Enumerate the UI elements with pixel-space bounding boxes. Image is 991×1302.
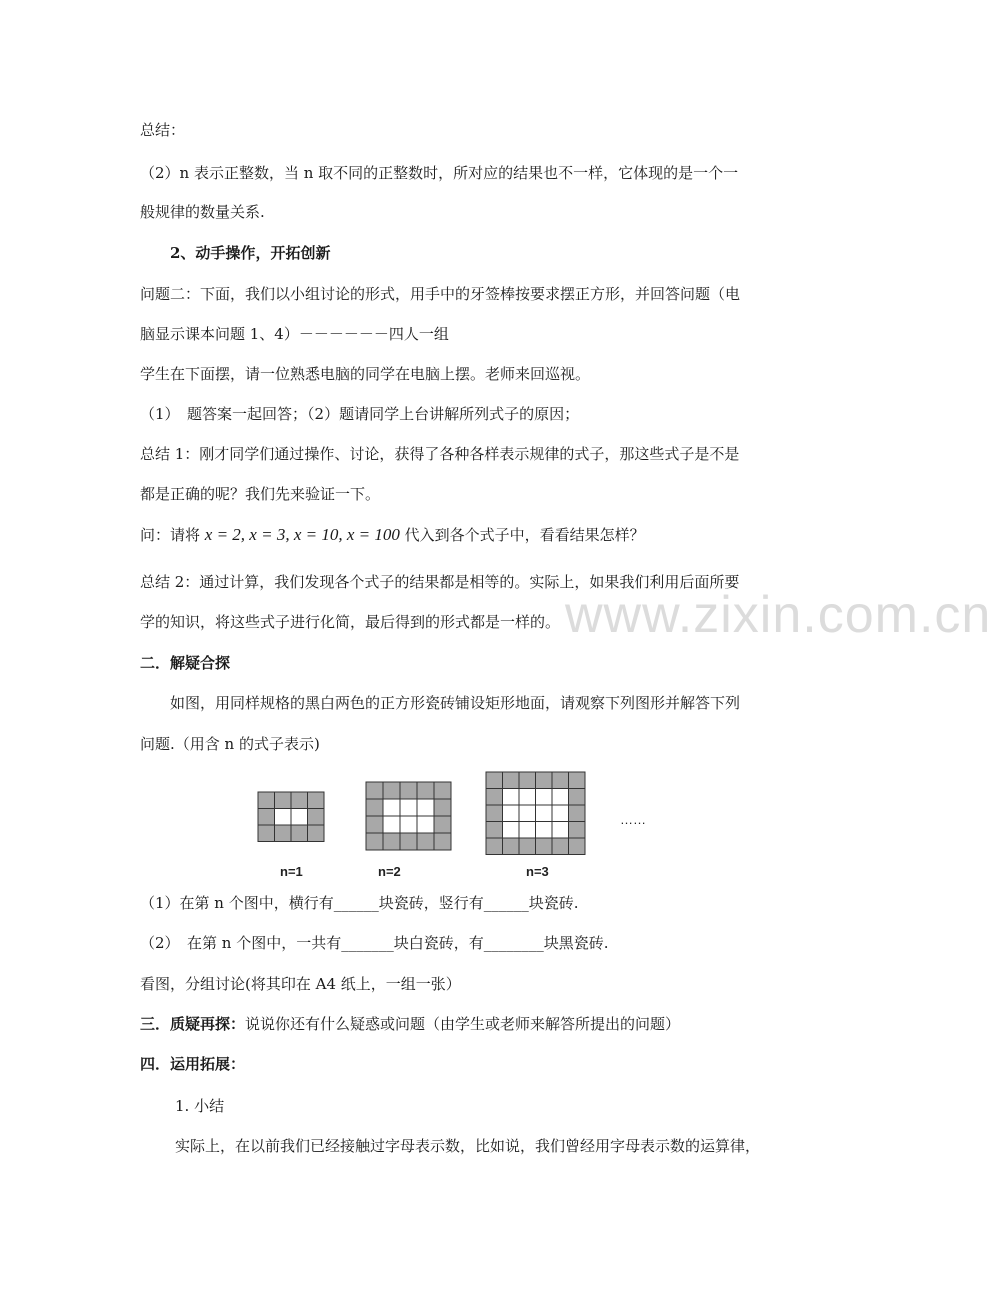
paragraph-line: （2）n 表示正整数，当 n 取不同的正整数时，所对应的结果也不一样，它体现的是一个一 xyxy=(140,164,739,182)
black-tile xyxy=(275,792,292,809)
black-tile xyxy=(569,822,586,839)
paragraph-line: 般规律的数量关系. xyxy=(140,203,265,221)
paragraph-line: 脑显示课本问题 1、4）－－－－－－四人一组 xyxy=(140,325,449,343)
black-tile xyxy=(275,825,292,842)
black-tile xyxy=(434,816,451,833)
white-tile xyxy=(503,822,520,839)
black-tile xyxy=(434,782,451,799)
section-heading: 四．运用拓展： xyxy=(140,1055,246,1073)
black-tile xyxy=(258,792,275,809)
list-item: 1. 小结 xyxy=(175,1097,225,1115)
black-tile xyxy=(552,838,569,855)
black-tile xyxy=(400,782,417,799)
black-tile xyxy=(366,816,383,833)
black-tile xyxy=(258,825,275,842)
white-tile xyxy=(536,789,553,806)
black-tile xyxy=(536,772,553,789)
question-suffix: 代入到各个式子中，看看结果怎样？ xyxy=(399,526,645,544)
white-tile xyxy=(552,822,569,839)
tile-pattern-figure xyxy=(250,760,660,886)
white-tile xyxy=(519,822,536,839)
black-tile xyxy=(258,809,275,826)
watermark: www.zixin.com.cn xyxy=(565,586,991,644)
paragraph-line: 总结 2：通过计算，我们发现各个式子的结果都是相等的。实际上，如果我们利用后面所要 xyxy=(140,573,740,591)
paragraph-line: 问题.（用含 n 的式子表示) xyxy=(140,735,320,753)
white-tile xyxy=(552,789,569,806)
black-tile xyxy=(486,805,503,822)
paragraph-line: （1） 题答案一起回答；（2）题请同学上台讲解所列式子的原因； xyxy=(140,405,580,423)
black-tile xyxy=(434,799,451,816)
tile-grid-n2 xyxy=(366,782,451,850)
black-tile xyxy=(569,805,586,822)
black-tile xyxy=(519,838,536,855)
black-tile xyxy=(503,772,520,789)
paragraph-line: 如图，用同样规格的黑白两色的正方形瓷砖铺设矩形地面，请观察下列图形并解答下列 xyxy=(170,694,741,712)
black-tile xyxy=(486,822,503,839)
white-tile xyxy=(275,809,292,826)
tile-grid-n1 xyxy=(258,792,324,842)
white-tile xyxy=(552,805,569,822)
white-tile xyxy=(417,816,434,833)
black-tile xyxy=(417,782,434,799)
black-tile xyxy=(366,799,383,816)
black-tile xyxy=(503,838,520,855)
paragraph-line: 都是正确的呢？我们先来验证一下。 xyxy=(140,485,381,503)
black-tile xyxy=(486,789,503,806)
white-tile xyxy=(519,789,536,806)
question-line xyxy=(140,525,645,545)
black-tile xyxy=(366,782,383,799)
black-tile xyxy=(383,782,400,799)
black-tile xyxy=(308,809,325,826)
black-tile xyxy=(536,838,553,855)
black-tile xyxy=(291,792,308,809)
section-heading: 2、动手操作，开拓创新 xyxy=(170,244,331,262)
black-tile xyxy=(291,825,308,842)
tile-grid-n3 xyxy=(486,772,585,855)
black-tile xyxy=(434,833,451,850)
figure-ellipsis: …… xyxy=(620,812,646,827)
white-tile xyxy=(417,799,434,816)
white-tile xyxy=(383,799,400,816)
black-tile xyxy=(569,772,586,789)
section-heading: 二．解疑合探 xyxy=(140,654,231,672)
white-tile xyxy=(400,816,417,833)
black-tile xyxy=(383,833,400,850)
white-tile xyxy=(291,809,308,826)
summary-heading: 总结： xyxy=(140,121,186,139)
section-heading: 三．质疑再探： xyxy=(140,1015,246,1033)
black-tile xyxy=(569,789,586,806)
exercise-line: （2） 在第 n 个图中，一共有_______块白瓷砖，有________块黑瓷砖. xyxy=(140,934,609,952)
figure-label-n1: n=1 xyxy=(280,864,303,879)
paragraph-line: 总结 1：刚才同学们通过操作、讨论，获得了各种各样表示规律的式子，那这些式子是不是 xyxy=(140,445,740,463)
black-tile xyxy=(366,833,383,850)
paragraph-line: 问题二：下面，我们以小组讨论的形式，用手中的牙签棒按要求摆正方形，并回答问题（电 xyxy=(140,285,741,303)
figure-label-n3: n=3 xyxy=(526,864,549,879)
paragraph-line: 学的知识，将这些式子进行化简，最后得到的形式都是一样的。 xyxy=(140,613,561,631)
question-prefix: 问：请将 xyxy=(140,526,205,544)
white-tile xyxy=(503,805,520,822)
black-tile xyxy=(308,792,325,809)
section-line xyxy=(140,1014,680,1034)
white-tile xyxy=(400,799,417,816)
exercise-line: （1）在第 n 个图中，横行有______块瓷砖，竖行有______块瓷砖. xyxy=(140,894,579,912)
paragraph-line: 看图，分组讨论(将其印在 A4 纸上，一组一张） xyxy=(140,975,461,993)
white-tile xyxy=(536,822,553,839)
figure-label-n2: n=2 xyxy=(378,864,401,879)
math-expression: x = 2, x = 3, x = 10, x = 100 xyxy=(204,525,400,544)
black-tile xyxy=(569,838,586,855)
black-tile xyxy=(417,833,434,850)
black-tile xyxy=(400,833,417,850)
section-text: 说说你还有什么疑惑或问题（由学生或老师来解答所提出的问题） xyxy=(245,1015,681,1033)
black-tile xyxy=(519,772,536,789)
white-tile xyxy=(503,789,520,806)
white-tile xyxy=(536,805,553,822)
white-tile xyxy=(519,805,536,822)
black-tile xyxy=(308,825,325,842)
black-tile xyxy=(552,772,569,789)
black-tile xyxy=(486,772,503,789)
paragraph-line: 学生在下面摆，请一位熟悉电脑的同学在电脑上摆。老师来回巡视。 xyxy=(140,365,591,383)
paragraph-line: 实际上，在以前我们已经接触过字母表示数，比如说，我们曾经用字母表示数的运算律， xyxy=(175,1137,761,1155)
black-tile xyxy=(486,838,503,855)
white-tile xyxy=(383,816,400,833)
